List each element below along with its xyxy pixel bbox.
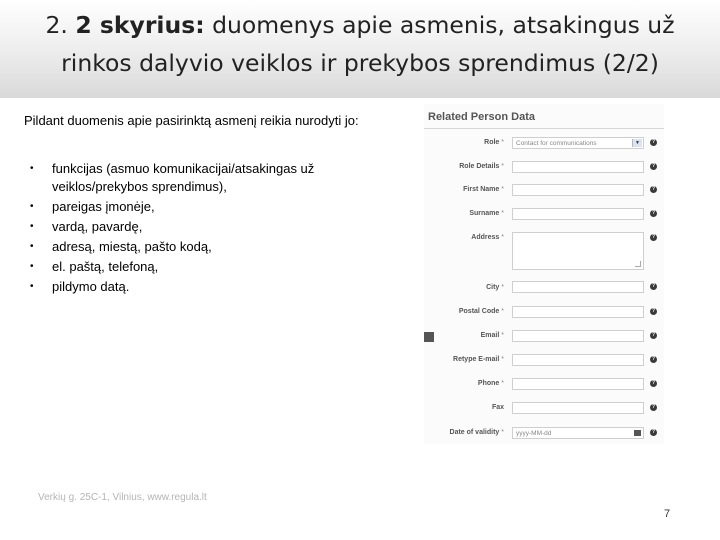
help-icon[interactable]: ?	[651, 210, 656, 216]
related-person-form	[424, 104, 664, 444]
help-icon[interactable]: ?	[651, 234, 656, 240]
help-icon[interactable]: ?	[651, 429, 656, 435]
fax-input[interactable]	[512, 402, 644, 414]
role-details-input[interactable]	[512, 161, 644, 173]
title-line-2: rinkos dalyvio veiklos ir prekybos sprendimus (2/2)	[61, 49, 659, 77]
role-label: Role *	[484, 139, 504, 146]
retype-email-input[interactable]	[512, 354, 644, 366]
chevron-down-icon[interactable]: ▼	[632, 139, 642, 147]
list-item: • funkcijas (asmuo komunikacijai/atsakingas už veiklos/prekybos sprendimus),	[30, 161, 315, 194]
list-item: • pareigas įmonėje,	[30, 199, 155, 214]
help-icon[interactable]: ?	[651, 186, 656, 192]
phone-label: Phone *	[477, 380, 504, 387]
help-icon[interactable]: ?	[651, 404, 656, 410]
title-bold: 2 skyrius:	[75, 11, 205, 39]
bullet-icon: •	[30, 163, 34, 174]
help-icon[interactable]: ?	[651, 163, 656, 169]
title-line-1: 2. 2 skyrius: duomenys apie asmenis, atsakingus už	[45, 11, 675, 39]
first-name-input[interactable]	[512, 184, 644, 196]
city-input[interactable]	[512, 281, 644, 293]
list-item: • pildymo datą.	[30, 279, 130, 294]
form-title: Related Person Data	[428, 111, 535, 123]
phone-input[interactable]	[512, 378, 644, 390]
date-of-validity-label: Date of validity *	[449, 429, 504, 436]
intro-text: Pildant duomenis apie pasirinktą asmenį reikia nurodyti jo:	[24, 113, 359, 128]
help-icon[interactable]: ?	[651, 139, 656, 145]
city-label: City *	[486, 284, 504, 291]
list-item: • adresą, miestą, pašto kodą,	[30, 239, 212, 254]
email-input[interactable]	[512, 330, 644, 342]
address-label: Address *	[471, 234, 504, 241]
bullet-icon: •	[30, 221, 34, 232]
slide-title	[0, 6, 720, 82]
surname-label: Surname *	[469, 210, 504, 217]
email-label: Email *	[480, 332, 504, 339]
list-item: • vardą, pavardę,	[30, 219, 143, 234]
resize-grip-icon[interactable]	[635, 261, 641, 267]
bullet-icon: •	[30, 281, 34, 292]
retype-email-label: Retype E-mail *	[453, 356, 504, 363]
form-divider	[424, 128, 664, 129]
bullet-list	[26, 160, 356, 298]
address-textarea[interactable]	[512, 232, 644, 270]
bullet-icon: •	[30, 261, 34, 272]
first-name-label: First Name *	[463, 186, 504, 193]
help-icon[interactable]: ?	[651, 332, 656, 338]
page-number: 7	[664, 508, 671, 520]
calendar-icon[interactable]	[634, 430, 641, 436]
postal-code-input[interactable]	[512, 306, 644, 318]
footer-address: Verkių g. 25C-1, Vilnius, www.regula.lt	[38, 492, 207, 503]
help-icon[interactable]: ?	[651, 308, 656, 314]
bullet-icon: •	[30, 241, 34, 252]
help-icon[interactable]: ?	[651, 356, 656, 362]
role-select[interactable]: Contact for communications ▼	[512, 137, 644, 149]
fax-label: Fax	[491, 404, 504, 411]
help-icon[interactable]: ?	[651, 283, 656, 289]
date-of-validity-input[interactable]: yyyy-MM-dd	[512, 427, 644, 439]
surname-input[interactable]	[512, 208, 644, 220]
postal-code-label: Postal Code *	[458, 308, 504, 315]
bullet-icon: •	[30, 201, 34, 212]
role-details-label: Role Details *	[459, 163, 504, 170]
list-item: • el. paštą, telefoną,	[30, 259, 159, 274]
help-icon[interactable]: ?	[651, 380, 656, 386]
